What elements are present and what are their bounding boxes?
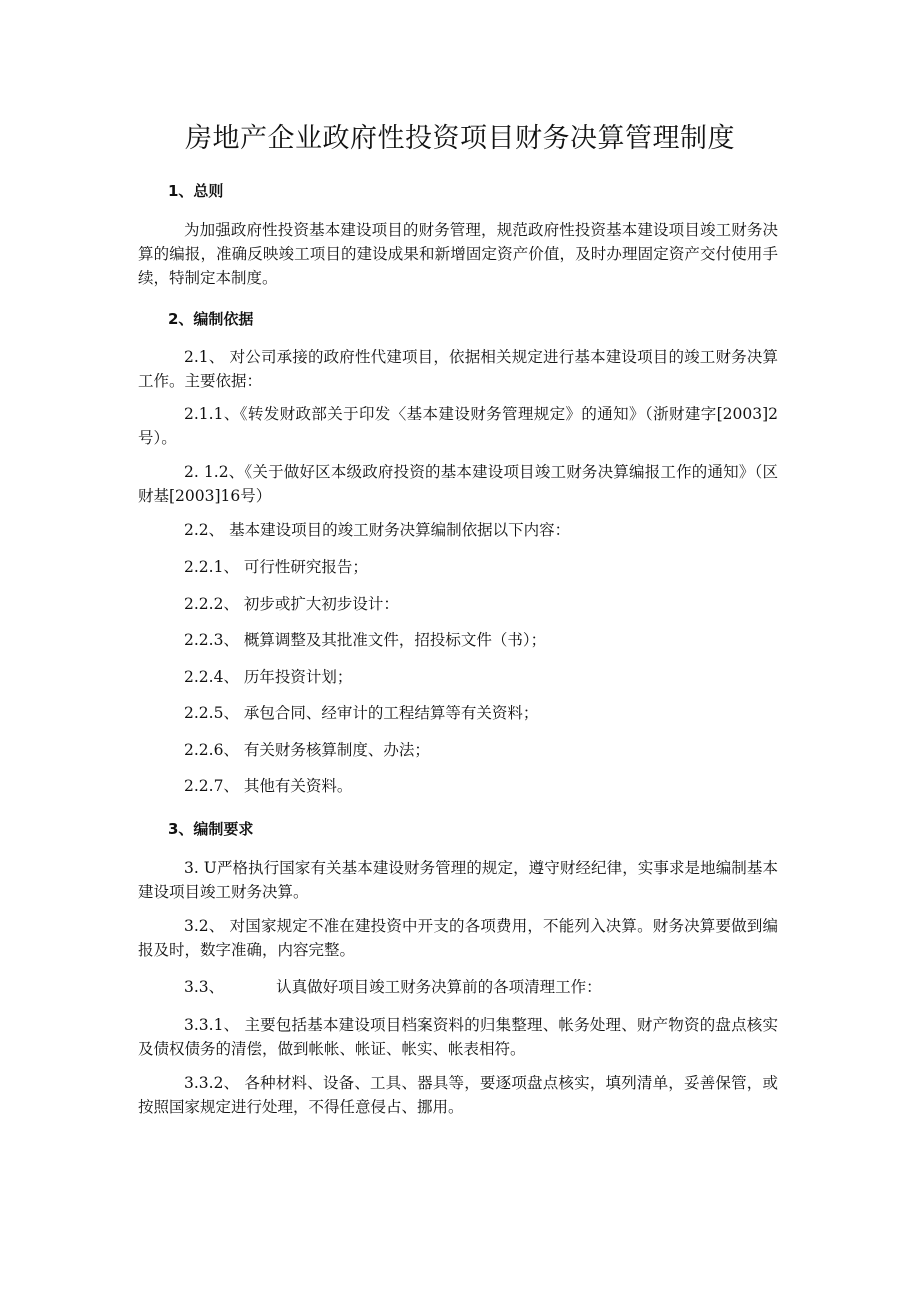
paragraph: 为加强政府性投资基本建设项目的财务管理，规范政府性投资基本建设项目竣工财务决算的编报，准确反映竣工项目的建设成果和新增固定资产价值，及时办理固定资产交付使用手续，特制定本制度。 [138,221,778,287]
paragraph: 2.2、 基本建设项目的竣工财务决算编制依据以下内容： [184,521,571,539]
document-title: 房地产企业政府性投资项目财务决算管理制度 [185,123,735,154]
paragraph: 3.3.1、 主要包括基本建设项目档案资料的归集整理、帐务处理、财产物资的盘点核实及债权债务的清偿，做到帐帐、帐证、帐实、帐表相符。 [138,1016,778,1058]
paragraph: 2.1.1、《转发财政部关于印发〈基本建设财务管理规定》的通知》（浙财建字[2003]2号）。 [138,405,778,447]
list-item: 2.2.7、 其他有关资料。 [184,777,353,795]
paragraph [184,975,602,999]
paragraph: 3.2、 对国家规定不准在建投资中开支的各项费用，不能列入决算。财务决算要做到编报及时，数字准确，内容完整。 [138,917,778,959]
list-item: 2.2.1、 可行性研究报告； [184,558,368,576]
list-item: 2.2.4、 历年投资计划； [184,668,353,686]
clause-number: 3.3、 [184,978,225,996]
paragraph: 2.1、 对公司承接的政府性代建项目，依据相关规定进行基本建设项目的竣工财务决算工作。主要依据： [138,348,778,390]
list-item: 2.2.3、 概算调整及其批准文件，招投标文件（书）； [184,631,547,649]
paragraph: 3.3.2、 各种材料、设备、工具、器具等，要逐项盘点核实，填列清单，妥善保管，或按照国家规定进行处理，不得任意侵占、挪用。 [138,1074,778,1116]
list-item: 2.2.5、 承包合同、经审计的工程结算等有关资料； [184,704,539,722]
section-heading-2: 2、编制依据 [168,310,254,328]
paragraph: 3. U严格执行国家有关基本建设财务管理的规定，遵守财经纪律，实事求是地编制基本建设项目竣工财务决算。 [138,859,778,901]
list-item: 2.2.6、 有关财务核算制度、办法； [184,741,430,759]
paragraph: 2. 1.2、《关于做好区本级政府投资的基本建设项目竣工财务决算编报工作的通知》（区财基[2003]16号） [138,463,778,505]
clause-text: 认真做好项目竣工财务决算前的各项清理工作： [276,978,602,996]
section-heading-1: 1、总则 [168,182,224,200]
list-item: 2.2.2、 初步或扩大初步设计： [184,595,399,613]
section-heading-3: 3、编制要求 [168,820,254,838]
